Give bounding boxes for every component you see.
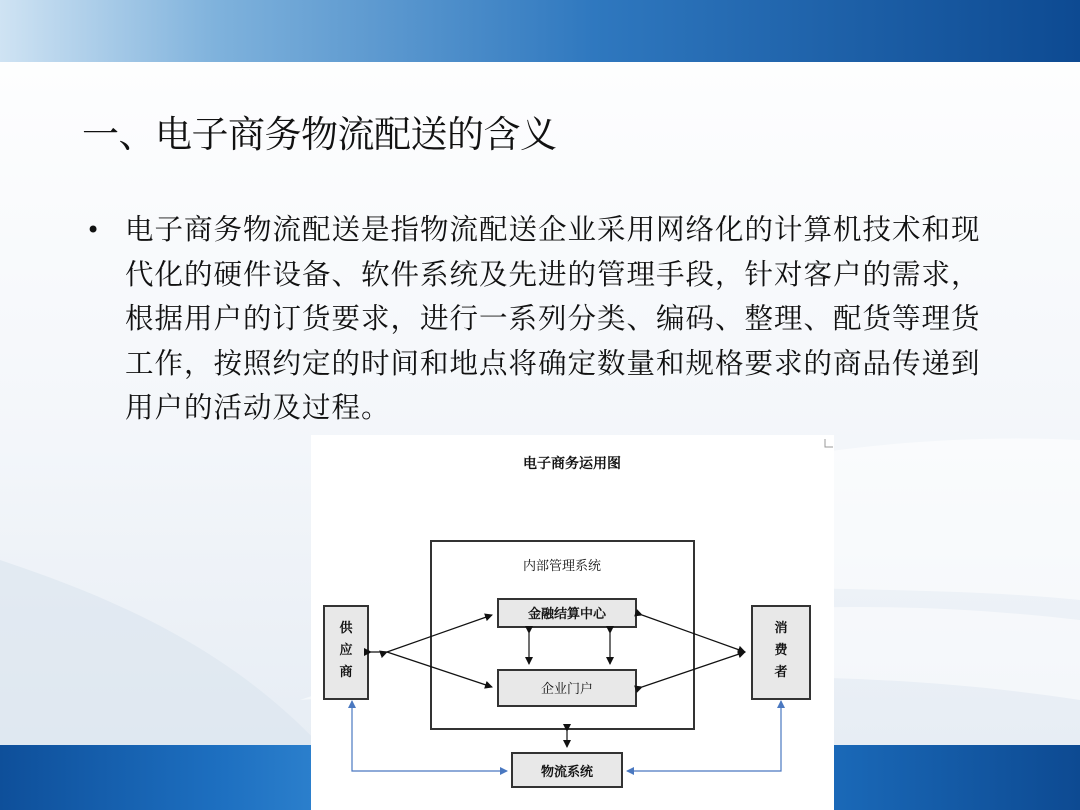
consumer-char: 者 [774, 665, 788, 680]
enterprise-portal-label: 企业门户 [540, 682, 594, 697]
diagram-canvas [311, 435, 834, 810]
internal-system-label: 内部管理系统 [522, 559, 602, 574]
logistics-system-label: 物流系统 [540, 765, 594, 780]
diagram-title: 电子商务运用图 [523, 456, 621, 472]
bullet-text: 电子商务物流配送是指物流配送企业采用网络化的计算机技术和现代化的硬件设备、软件系统及先进的管理手段，针对客户的需求，根据用户的订货要求，进行一系列分类、编码、整理、配货等理货工作，按照约定的时间和地点将确定数量和规格要求的商品传递到用户的活动及过程。 [125, 213, 981, 424]
supplier-char: 应 [339, 643, 353, 658]
bullet-item [86, 208, 996, 431]
slide-title: 一、电子商务物流配送的含义 [82, 113, 557, 156]
logistics-consumer-line [629, 701, 781, 771]
bottom-right-band [833, 745, 1080, 810]
finance-center-label: 金融结算中心 [527, 607, 607, 622]
supplier-char: 商 [339, 665, 353, 680]
corner-mark [825, 439, 833, 447]
consumer-char: 消 [774, 621, 788, 636]
ecommerce-diagram [311, 435, 834, 810]
consumer-char: 费 [774, 643, 788, 658]
supplier-finance-arrow [387, 615, 492, 652]
supplier-char: 供 [339, 621, 353, 636]
bullet-list [86, 208, 996, 431]
bottom-left-band [0, 745, 312, 810]
supplier-portal-arrow [387, 652, 492, 687]
logistics-supplier-line [352, 701, 505, 771]
bullet-dot: • [86, 216, 102, 244]
